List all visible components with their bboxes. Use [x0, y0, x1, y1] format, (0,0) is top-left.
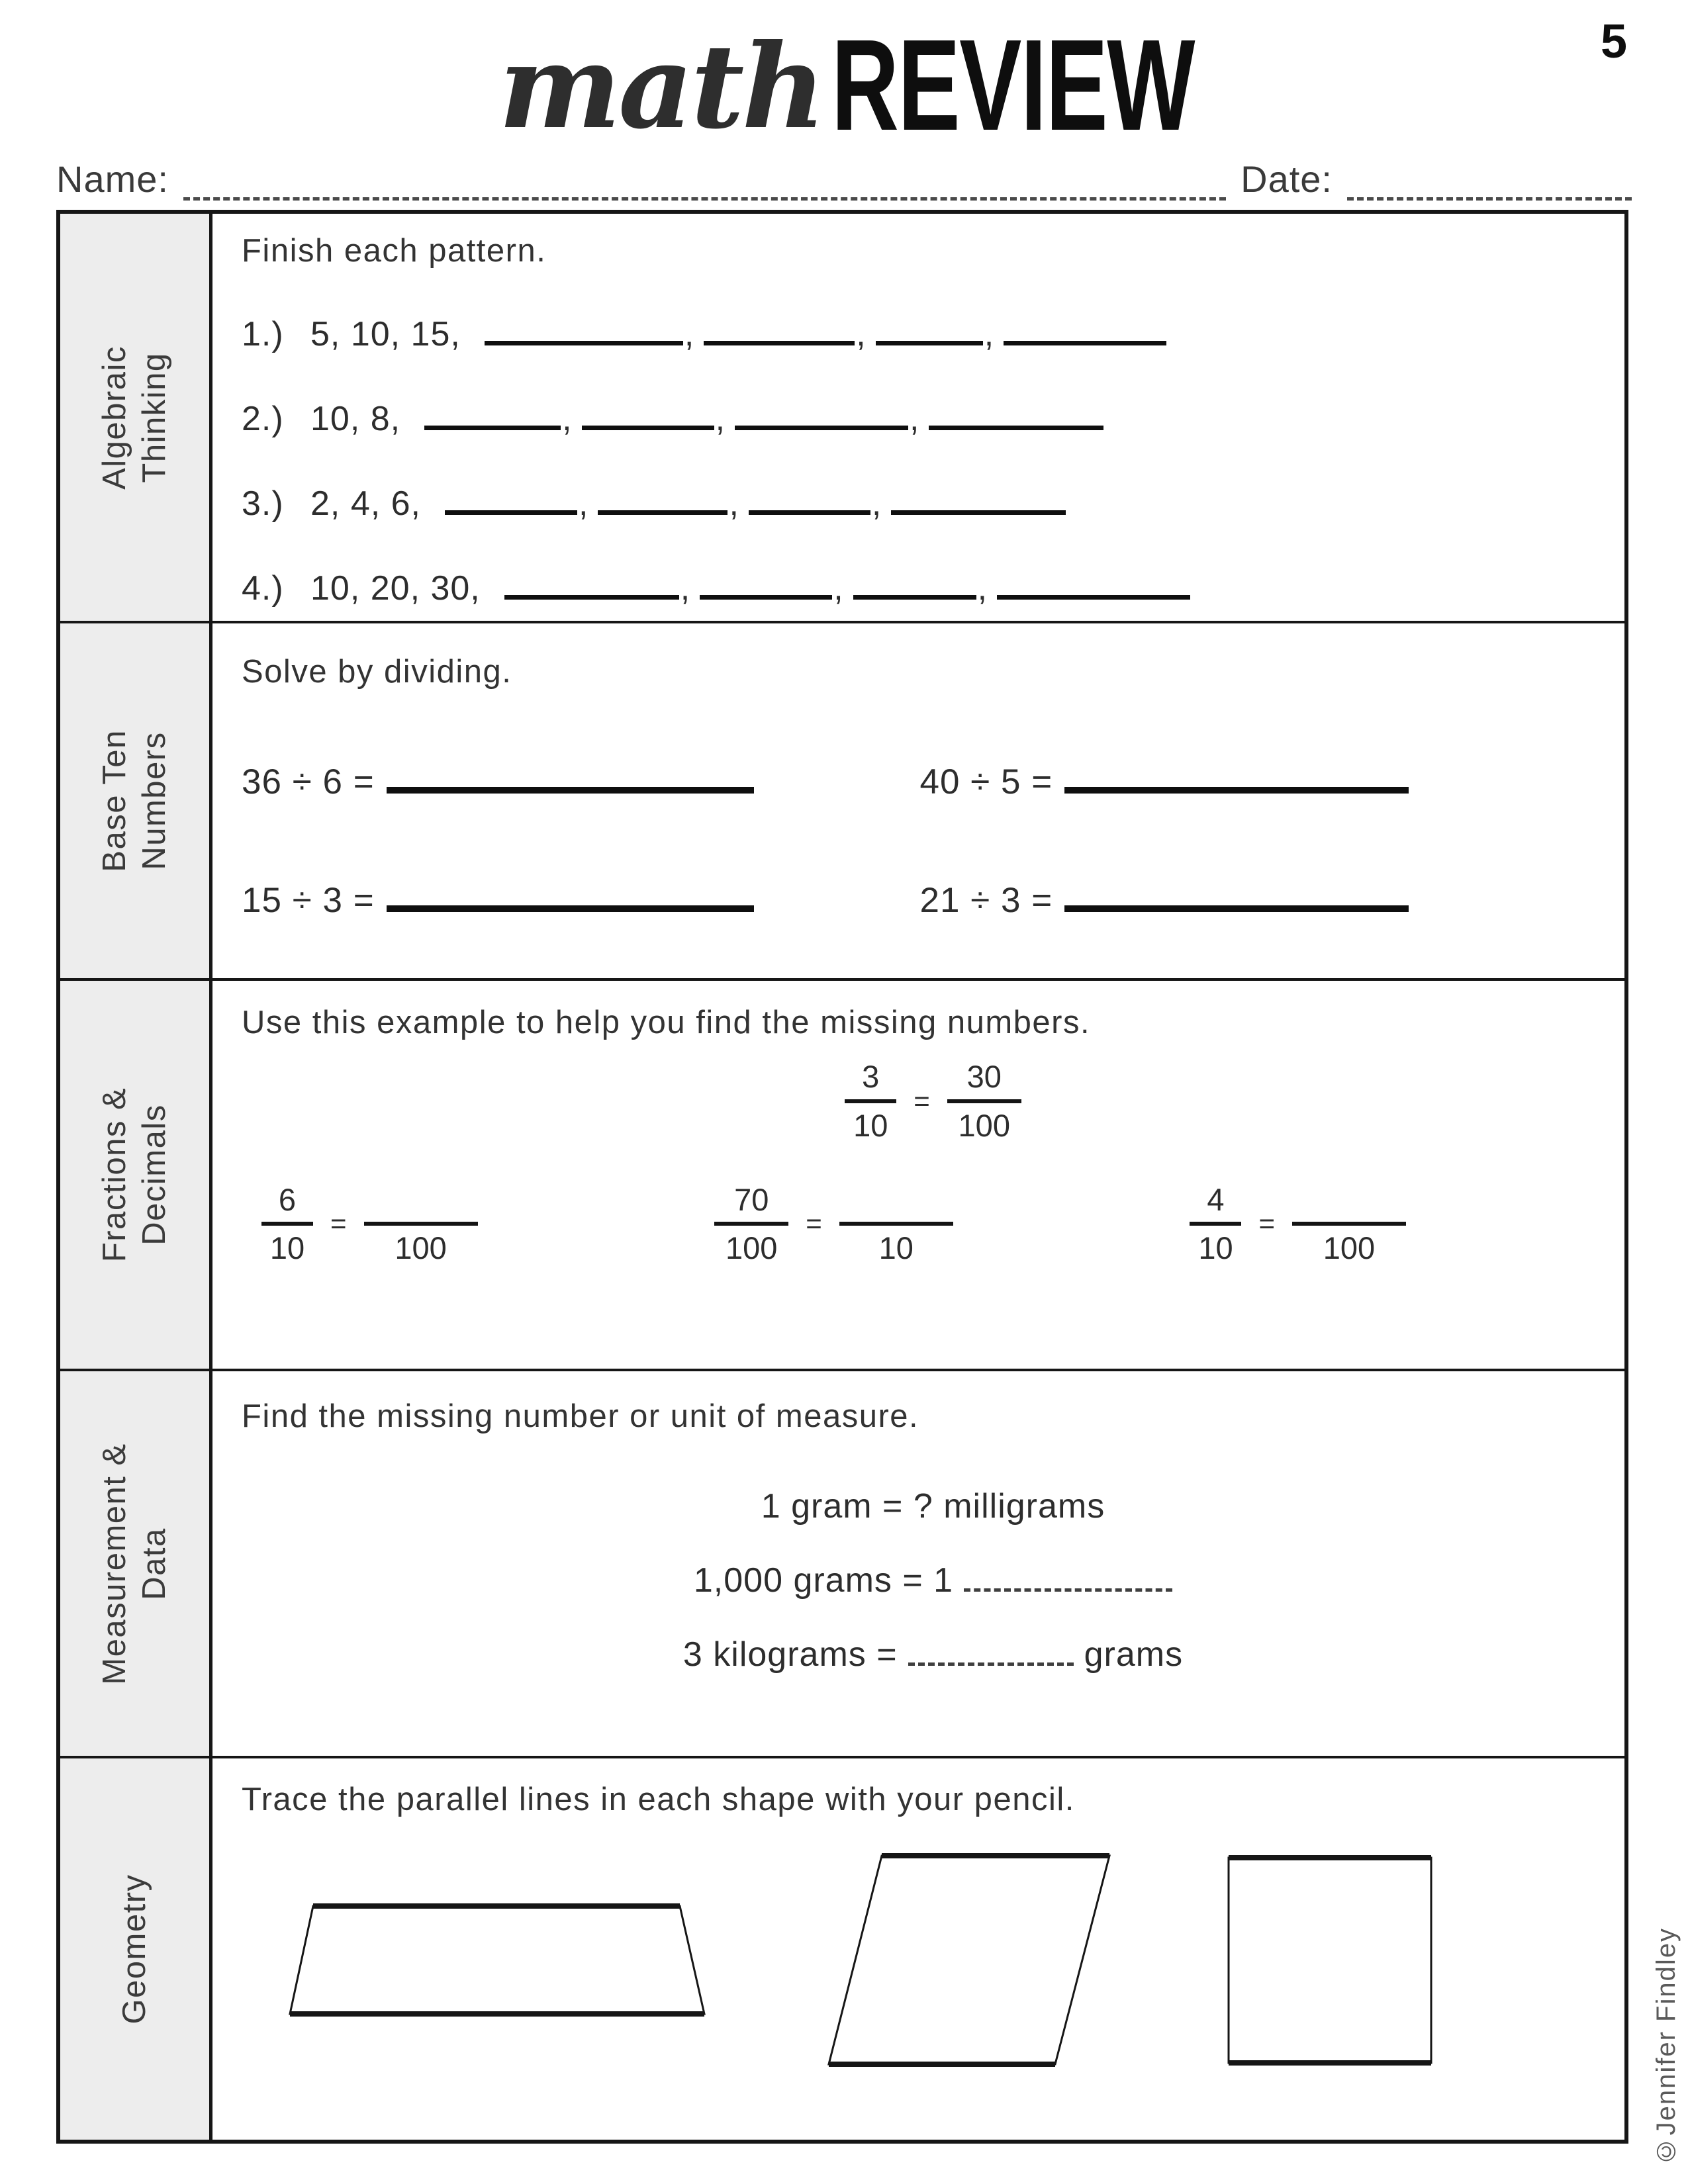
separator-comma: ,: [715, 400, 726, 438]
instruction-geometry: Trace the parallel lines in each shape with your pencil.: [242, 1782, 1075, 1817]
rectangle-shape: [1225, 1854, 1434, 2066]
fraction-bar: [1190, 1222, 1241, 1226]
division-expression: 15 ÷ 3 =: [242, 881, 375, 920]
page-title: [0, 0, 1688, 158]
fraction-bar: [947, 1099, 1021, 1103]
answer-blank: [876, 320, 983, 345]
answer-blank: [704, 320, 855, 345]
separator-comma: ,: [871, 484, 882, 523]
answer-blank: [445, 490, 577, 515]
separator-comma: ,: [856, 315, 867, 353]
instruction-fractions: Use this example to help you find the missing numbers.: [242, 1005, 1091, 1040]
section-label-algebraic-thinking: [60, 214, 212, 621]
fraction: [947, 1060, 1021, 1142]
answer-blank: [504, 574, 679, 600]
equals-sign: =: [806, 1208, 822, 1240]
answer-blank: [387, 771, 754, 794]
fraction-with-blank: [1292, 1182, 1406, 1265]
title-caps-word: REVIEW: [831, 12, 1194, 158]
answer-blank: [749, 490, 870, 515]
separator-comma: ,: [977, 569, 988, 608]
division-problem-2: [920, 762, 1599, 802]
pattern-given: 10, 20, 30,: [310, 569, 481, 608]
separator-comma: ,: [910, 400, 920, 438]
answer-blank: [908, 1641, 1074, 1666]
fraction: [845, 1060, 896, 1142]
pattern-problem-2: [242, 399, 1624, 439]
label-line: Algebraic: [96, 345, 132, 490]
fraction: [261, 1183, 313, 1265]
separator-comma: ,: [579, 484, 589, 523]
equals-sign: =: [914, 1085, 930, 1116]
parallelogram-shape: [827, 1852, 1111, 2068]
section-label-measurement-data: [60, 1371, 212, 1756]
division-problem-1: [242, 762, 920, 802]
section-geometry: [60, 1756, 1624, 2140]
fraction-numerator: 4: [1207, 1181, 1225, 1217]
label-line: Base Ten: [96, 729, 132, 872]
section-measurement-data: [60, 1369, 1624, 1756]
division-expression: 21 ÷ 3 =: [919, 881, 1053, 920]
fraction-with-blank: [364, 1182, 478, 1265]
fraction-denominator: 10: [853, 1107, 888, 1143]
answer-blank: [1342, 1182, 1356, 1216]
answer-blank: [387, 889, 754, 912]
fraction-numerator: 6: [278, 1181, 297, 1217]
instruction-division: Solve by dividing.: [242, 654, 512, 690]
page-number: 5: [1600, 15, 1627, 68]
section-algebraic-thinking: [60, 214, 1624, 621]
label-line: Decimals: [136, 1104, 172, 1246]
measurement-text: 3 kilograms =: [682, 1635, 898, 1674]
measurement-text: 1,000 grams = 1: [693, 1561, 954, 1600]
fraction-denominator: 10: [878, 1230, 914, 1266]
instruction-measurement: Find the missing number or unit of measure.: [242, 1398, 919, 1434]
fraction-bar: [845, 1099, 896, 1103]
equals-sign: =: [330, 1208, 347, 1240]
section-fractions-decimals: [60, 978, 1624, 1369]
measurement-unit: grams: [1084, 1635, 1184, 1674]
answer-blank: [582, 405, 714, 430]
pattern-problem-1: [242, 314, 1624, 354]
division-expression: 36 ÷ 6 =: [242, 762, 375, 801]
instruction-patterns: Finish each pattern.: [242, 233, 547, 269]
separator-comma: ,: [680, 569, 691, 608]
separator-comma: ,: [729, 484, 739, 523]
measurement-line-3: [242, 1635, 1624, 1674]
title-script-word: math: [498, 19, 823, 155]
fraction-bar: [1292, 1222, 1406, 1226]
pattern-problem-3: [242, 484, 1624, 523]
fraction-denominator: 100: [1323, 1230, 1376, 1266]
separator-comma: ,: [684, 315, 695, 353]
section-label-base-ten-numbers: [60, 623, 212, 978]
fraction-problem-2: [714, 1182, 953, 1265]
problem-number: 2.): [242, 400, 284, 438]
label-line: Thinking: [136, 351, 172, 483]
label-line: Geometry: [116, 1874, 152, 2025]
answer-blank: [735, 405, 908, 430]
section-base-ten-numbers: [60, 621, 1624, 978]
division-problem-4: [920, 880, 1599, 921]
fraction-denominator: 100: [726, 1230, 778, 1266]
answer-blank: [997, 574, 1190, 600]
name-date-row: [56, 154, 1632, 201]
fraction-denominator: 10: [269, 1230, 305, 1266]
answer-blank: [485, 320, 683, 345]
division-expression: 40 ÷ 5 =: [919, 762, 1053, 801]
trapezoid-shape: [285, 1901, 709, 2020]
label-line: Data: [136, 1527, 172, 1600]
label-line: Numbers: [136, 731, 172, 870]
answer-blank: [598, 490, 727, 515]
fraction-problem-3: [1190, 1182, 1406, 1265]
section-label-geometry: [60, 1758, 212, 2140]
answer-blank: [853, 574, 976, 600]
answer-blank: [929, 405, 1103, 430]
fraction-denominator: 100: [958, 1107, 1010, 1143]
answer-blank: [964, 1567, 1172, 1592]
name-label: Name:: [56, 158, 169, 200]
separator-comma: ,: [984, 315, 995, 353]
answer-blank: [414, 1182, 428, 1216]
fraction-bar: [261, 1222, 313, 1226]
copyright-credit: ©Jennifer Findley: [1652, 1927, 1681, 2165]
answer-blank: [890, 1182, 903, 1216]
section-label-fractions-decimals: [60, 981, 212, 1369]
problem-number: 4.): [242, 569, 284, 608]
pattern-given: 5, 10, 15,: [310, 315, 461, 353]
label-line: Fractions &: [96, 1087, 132, 1263]
fraction-denominator: 100: [395, 1230, 447, 1266]
date-label: Date:: [1241, 158, 1333, 200]
answer-blank: [424, 405, 561, 430]
problem-number: 3.): [242, 484, 284, 523]
fraction-bar: [714, 1222, 788, 1226]
fraction-bar: [839, 1222, 953, 1226]
division-problem-3: [242, 880, 920, 921]
measurement-line-2: [242, 1561, 1624, 1600]
answer-blank: [1004, 320, 1166, 345]
worksheet-table: [56, 210, 1628, 2144]
pattern-given: 10, 8,: [310, 400, 401, 438]
separator-comma: ,: [833, 569, 844, 608]
date-blank-line: [1347, 171, 1632, 201]
separator-comma: ,: [562, 400, 573, 438]
label-line: Measurement &: [96, 1442, 132, 1685]
measurement-line-1: 1 gram = ? milligrams: [761, 1487, 1105, 1525]
equals-sign: =: [1258, 1208, 1275, 1240]
fraction-numerator: 70: [734, 1181, 769, 1217]
answer-blank: [1064, 889, 1409, 912]
fraction-bar: [364, 1222, 478, 1226]
answer-blank: [700, 574, 832, 600]
fraction-denominator: 10: [1198, 1230, 1233, 1266]
fraction: [714, 1183, 788, 1265]
pattern-problem-4: [242, 569, 1624, 608]
fraction-with-blank: [839, 1182, 953, 1265]
answer-blank: [1064, 771, 1409, 794]
fraction-example: [242, 1060, 1624, 1142]
problem-number: 1.): [242, 315, 284, 353]
name-blank-line: [183, 171, 1226, 201]
fraction-numerator: 3: [862, 1059, 880, 1094]
fraction: [1190, 1183, 1241, 1265]
pattern-given: 2, 4, 6,: [310, 484, 421, 523]
fraction-numerator: 30: [966, 1059, 1002, 1094]
answer-blank: [891, 490, 1066, 515]
fraction-problem-1: [261, 1182, 478, 1265]
